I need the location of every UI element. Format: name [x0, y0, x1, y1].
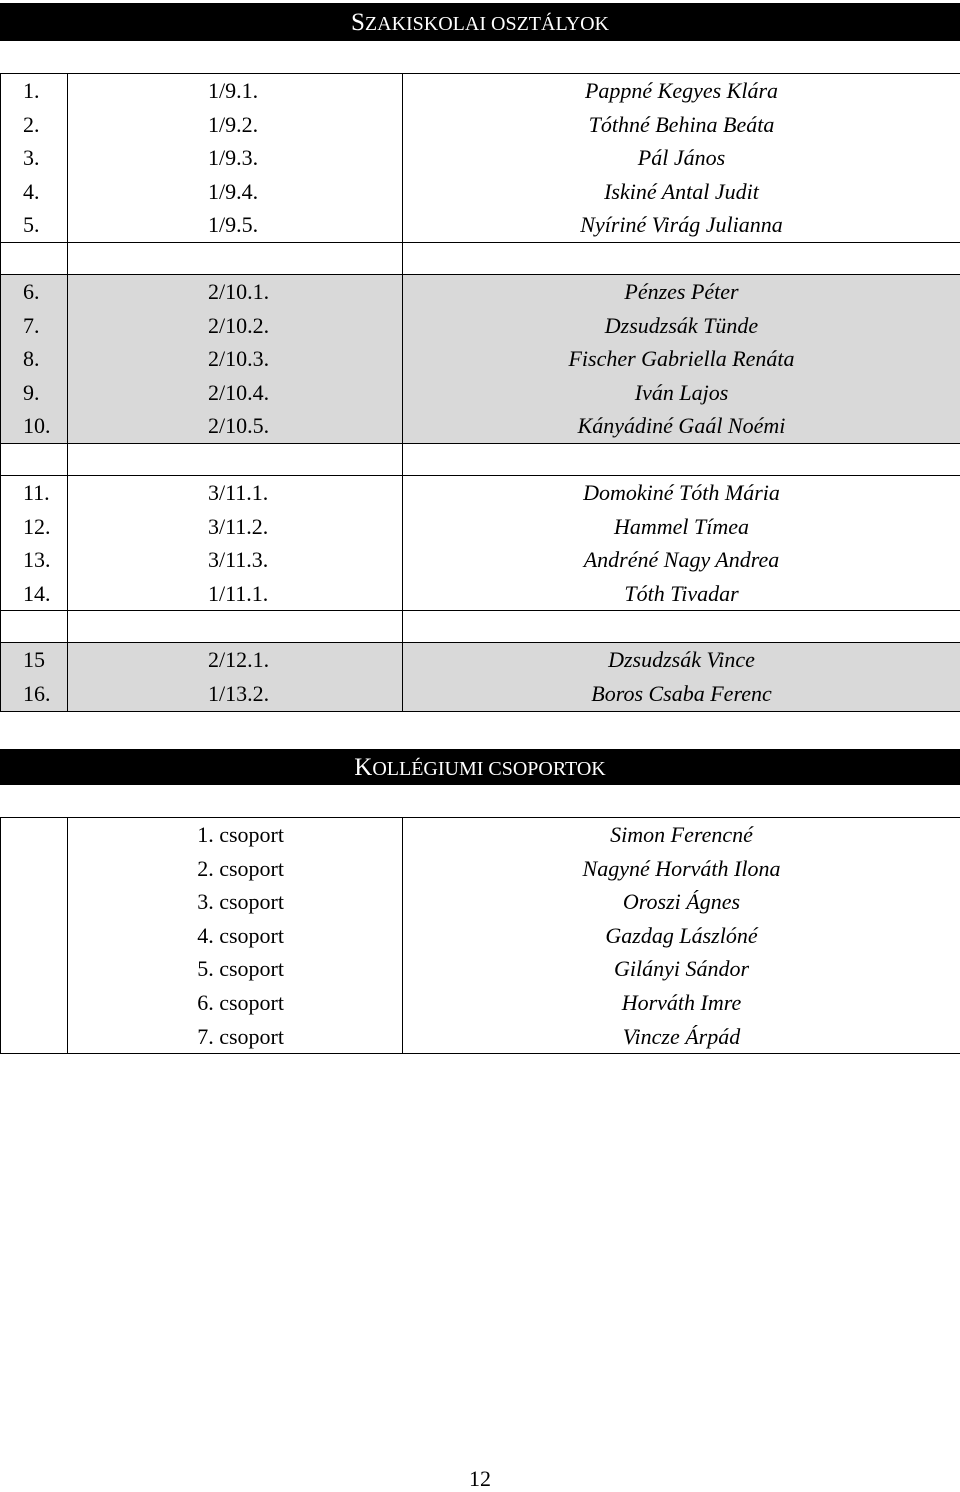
group-spacer-row: [1, 611, 960, 643]
class-teacher: Hammel Tímea: [403, 510, 960, 544]
class-teacher: Tóthné Behina Beáta: [403, 108, 960, 142]
group-name: 4. csoport: [68, 919, 403, 953]
class-code: 2/12.1.: [68, 643, 403, 677]
class-code: 2/10.3.: [68, 342, 403, 376]
class-teacher: Dzsudzsák Tünde: [403, 309, 960, 343]
group-teacher: Oroszi Ágnes: [403, 885, 960, 919]
empty-cell: [1, 1020, 68, 1054]
class-code: 1/9.3.: [68, 141, 403, 175]
group-name: 7. csoport: [68, 1020, 403, 1054]
group-teacher: Gilányi Sándor: [403, 952, 960, 986]
empty-cell: [1, 885, 68, 919]
row-number: 14.: [1, 577, 68, 611]
table-row: [1, 510, 960, 544]
row-number: 8.: [1, 342, 68, 376]
group-name: 1. csoport: [68, 818, 403, 852]
table-row: [1, 342, 960, 376]
group-teacher: Vincze Árpád: [403, 1020, 960, 1054]
row-number: 9.: [1, 376, 68, 410]
dorm-groups-table: [0, 817, 960, 1054]
group-teacher: Horváth Imre: [403, 986, 960, 1020]
section-title-rest: ZAKISKOLAI OSZTÁLYOK: [365, 4, 609, 44]
page-number: 12: [0, 1466, 960, 1492]
table-row: [1, 274, 960, 308]
empty-cell: [1, 952, 68, 986]
table-row: [1, 986, 960, 1020]
group-spacer-row: [1, 443, 960, 475]
class-code: 1/11.1.: [68, 577, 403, 611]
class-teacher: Boros Csaba Ferenc: [403, 677, 960, 711]
row-number: 16.: [1, 677, 68, 711]
table-row: [1, 74, 960, 108]
group-teacher: Gazdag Lászlóné: [403, 919, 960, 953]
table-row: [1, 409, 960, 443]
row-number: 1.: [1, 74, 68, 108]
table-row: [1, 818, 960, 852]
class-code: 3/11.3.: [68, 543, 403, 577]
table-row: [1, 885, 960, 919]
class-code: 2/10.5.: [68, 409, 403, 443]
class-teacher: Pál János: [403, 141, 960, 175]
row-number: 4.: [1, 175, 68, 209]
class-code: 2/10.2.: [68, 309, 403, 343]
class-code: 1/9.1.: [68, 74, 403, 108]
table-row: [1, 208, 960, 242]
table-row: [1, 677, 960, 711]
class-teacher: Iskiné Antal Judit: [403, 175, 960, 209]
empty-cell: [1, 852, 68, 886]
table-row: [1, 643, 960, 677]
class-teacher: Tóth Tivadar: [403, 577, 960, 611]
table-row: [1, 543, 960, 577]
class-teacher: Nyíriné Virág Julianna: [403, 208, 960, 242]
class-teacher: Fischer Gabriella Renáta: [403, 342, 960, 376]
section-title-initial: S: [351, 3, 365, 43]
table-row: [1, 376, 960, 410]
class-code: 3/11.2.: [68, 510, 403, 544]
group-teacher: Nagyné Horváth Ilona: [403, 852, 960, 886]
class-teacher: Pappné Kegyes Klára: [403, 74, 960, 108]
row-number: 5.: [1, 208, 68, 242]
class-teacher: Andréné Nagy Andrea: [403, 543, 960, 577]
row-number: 12.: [1, 510, 68, 544]
group-teacher: Simon Ferencné: [403, 818, 960, 852]
class-code: 1/9.2.: [68, 108, 403, 142]
section-title-initial: K: [354, 749, 372, 787]
group-name: 3. csoport: [68, 885, 403, 919]
table-row: [1, 108, 960, 142]
class-code: 1/9.4.: [68, 175, 403, 209]
class-code: 3/11.1.: [68, 475, 403, 509]
table-row: [1, 852, 960, 886]
class-code: 1/9.5.: [68, 208, 403, 242]
class-teacher: Kányádiné Gaál Noémi: [403, 409, 960, 443]
group-name: 6. csoport: [68, 986, 403, 1020]
section-title-vocational-classes: [0, 3, 960, 41]
group-name: 5. csoport: [68, 952, 403, 986]
row-number: 2.: [1, 108, 68, 142]
table-row: [1, 919, 960, 953]
table-row: [1, 141, 960, 175]
group-name: 2. csoport: [68, 852, 403, 886]
group-spacer-row: [1, 242, 960, 274]
class-teacher: Pénzes Péter: [403, 274, 960, 308]
empty-cell: [1, 986, 68, 1020]
table-row: [1, 952, 960, 986]
table-row: [1, 577, 960, 611]
class-code: 1/13.2.: [68, 677, 403, 711]
row-number: 3.: [1, 141, 68, 175]
section-title-rest: OLLÉGIUMI CSOPORTOK: [372, 750, 605, 788]
class-teacher: Iván Lajos: [403, 376, 960, 410]
table-row: [1, 309, 960, 343]
row-number: 7.: [1, 309, 68, 343]
classes-table: [0, 73, 960, 712]
section-title-dorm-groups: [0, 749, 960, 785]
class-teacher: Domokiné Tóth Mária: [403, 475, 960, 509]
row-number: 10.: [1, 409, 68, 443]
class-code: 2/10.1.: [68, 274, 403, 308]
row-number: 6.: [1, 274, 68, 308]
row-number: 15: [1, 643, 68, 677]
row-number: 11.: [1, 475, 68, 509]
class-code: 2/10.4.: [68, 376, 403, 410]
table-row: [1, 475, 960, 509]
class-teacher: Dzsudzsák Vince: [403, 643, 960, 677]
empty-cell: [1, 818, 68, 852]
table-row: [1, 1020, 960, 1054]
empty-cell: [1, 919, 68, 953]
row-number: 13.: [1, 543, 68, 577]
table-row: [1, 175, 960, 209]
